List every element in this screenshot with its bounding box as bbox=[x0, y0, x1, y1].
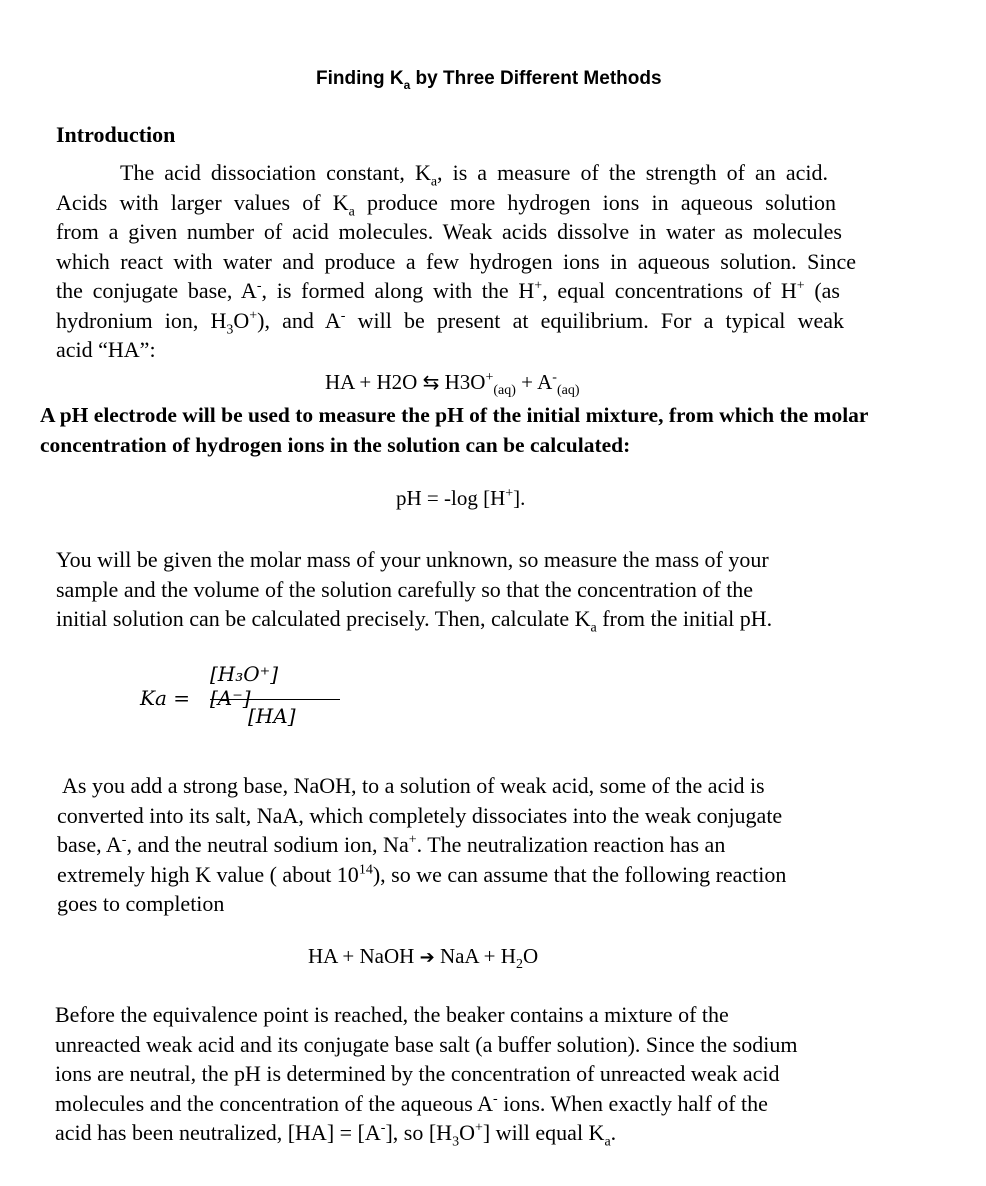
mass-paragraph bbox=[56, 545, 772, 634]
right-arrow-icon: ➔ bbox=[419, 947, 435, 968]
base-line-1: As you add a strong base, NaOH, to a solution of weak acid, some of the acid is bbox=[62, 773, 765, 798]
section-heading-introduction: Introduction bbox=[56, 122, 176, 147]
intro-paragraph bbox=[56, 158, 856, 365]
bold-line-2: concentration of hydrogen ions in the solution can be calculated: bbox=[40, 433, 631, 457]
strong-base-paragraph bbox=[57, 771, 786, 919]
mass-line-3: initial solution can be calculated precisely. Then, calculate $K_a$ from the initial pH. bbox=[56, 606, 773, 636]
intro-line-3: from a given number of acid molecules. Weak acids dissolve in water as molecules bbox=[56, 219, 842, 244]
equilibrium-arrow-icon: ⇆ bbox=[422, 370, 440, 394]
equiv-line-3: ions are neutral, the pH is determined by the concentration of unreacted weak acid bbox=[55, 1061, 780, 1086]
intro-line-1: The acid dissociation constant, $K_a$, is a measure of the strength of an acid. bbox=[120, 160, 828, 190]
mass-line-2: sample and the volume of the solution carefully so that the concentration of the bbox=[56, 576, 754, 602]
bold-line-1: A pH electrode will be used to measure the pH of the initial mixture, from which the molar bbox=[40, 403, 869, 427]
equivalence-paragraph bbox=[55, 1000, 797, 1148]
neutralization-equation: HA + NaOH ➔ NaA + $H_2O$ bbox=[308, 944, 539, 973]
base-line-2: converted into its salt, NaA, which completely dissociates into the weak conjugate bbox=[57, 802, 783, 828]
ka-formula-lhs: Ka = bbox=[140, 686, 190, 710]
ka-formula-numerator: [H₃O⁺][A⁻] bbox=[210, 662, 279, 710]
mass-line-1: You will be given the molar mass of your unknown, so measure the mass of your bbox=[56, 547, 769, 572]
page-title: Finding $K_a$ by Three Different Methods bbox=[316, 68, 662, 92]
ka-formula-denominator: [HA] bbox=[248, 704, 296, 728]
equiv-line-5: acid has been neutralized, [HA] = [A-], so $[H_3O^+]$ will equal $K_a$. bbox=[55, 1120, 617, 1150]
ph-electrode-paragraph bbox=[40, 400, 868, 460]
equiv-line-4: molecules and the concentration of the aqueous A- ions. When exactly half of the bbox=[55, 1090, 768, 1116]
intro-line-7: acid “HA”: bbox=[56, 337, 156, 362]
base-line-3: base, A-, and the neutral sodium ion, Na+. The neutralization reaction has an bbox=[57, 832, 726, 857]
base-line-5: goes to completion bbox=[57, 891, 225, 916]
intro-line-5: the conjugate base, A-, is formed along with the H+, equal concentrations of H+ (as bbox=[56, 278, 840, 303]
equiv-line-2: unreacted weak acid and its conjugate base salt (a buffer solution). Since the sodium bbox=[55, 1031, 798, 1057]
intro-line-6: hydronium ion, $H_3O^+$), and A- will be present at equilibrium. For a typical weak bbox=[56, 307, 844, 337]
fraction-bar bbox=[210, 699, 340, 700]
ph-equation: pH = -log [H+]. bbox=[396, 486, 526, 510]
dissociation-equation: HA + H2O ⇆ $H3O^+_{(aq)} + A^-_{(aq)}$ bbox=[325, 370, 580, 399]
intro-line-2: Acids with larger values of $K_a$ produce more hydrogen ions in aqueous solution bbox=[56, 189, 836, 219]
equiv-line-1: Before the equivalence point is reached, the beaker contains a mixture of the bbox=[55, 1002, 729, 1027]
intro-line-4: which react with water and produce a few hydrogen ions in aqueous solution. Since bbox=[56, 248, 856, 274]
base-line-4: extremely high K value ( about $10^{14}$), so we can assume that the following reaction bbox=[57, 861, 787, 887]
